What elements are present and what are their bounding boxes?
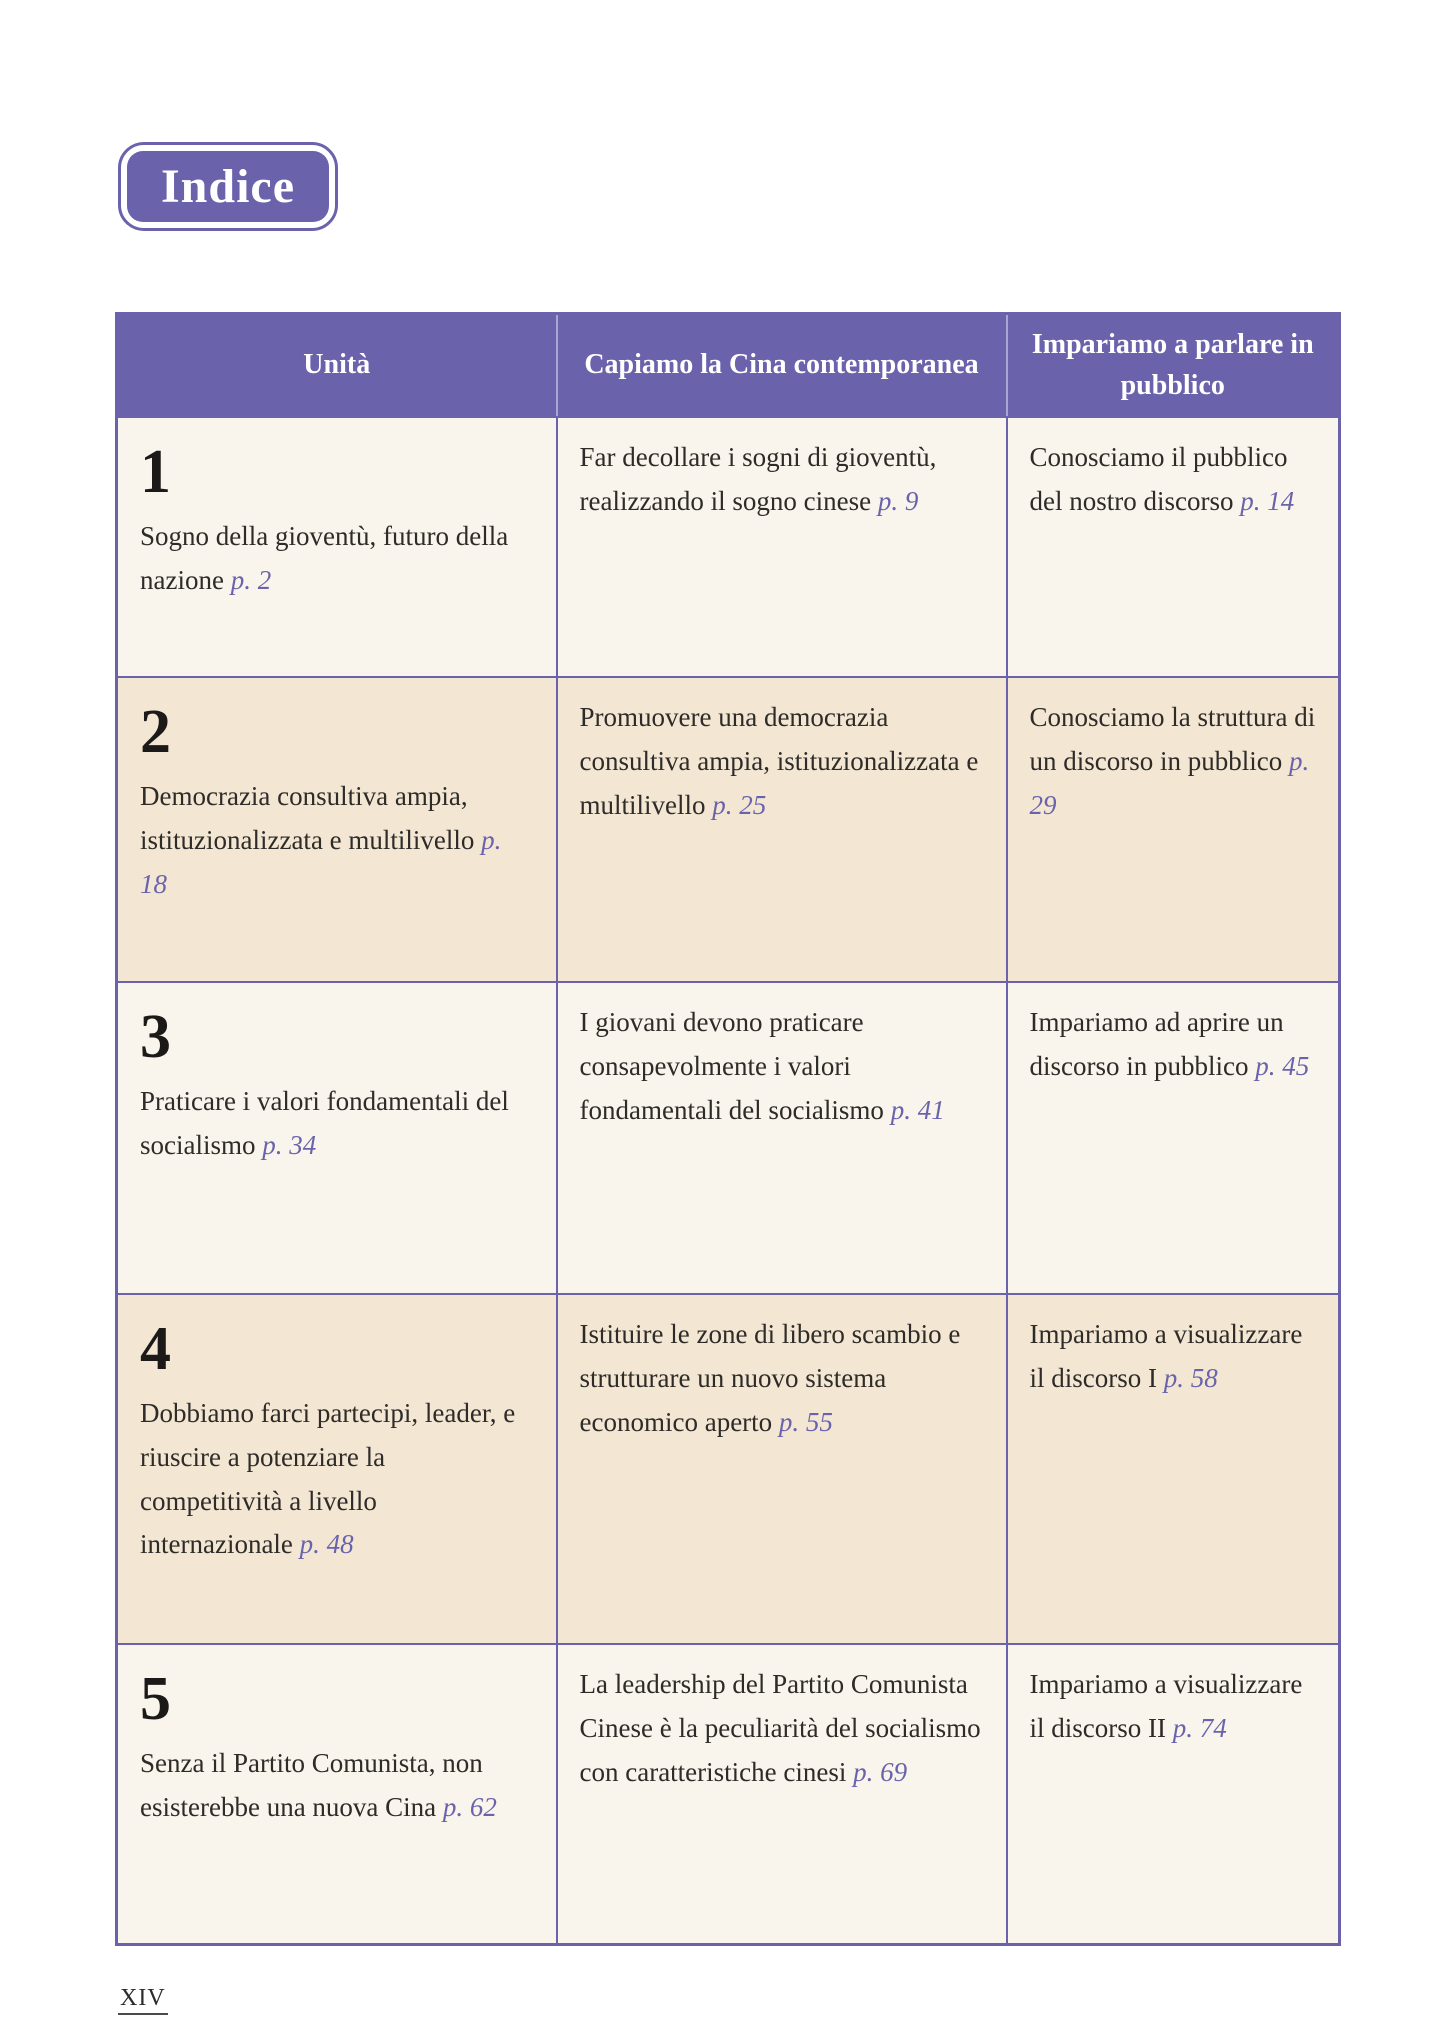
unit-number: 1 — [140, 438, 171, 507]
page-ref: p. 14 — [1240, 485, 1295, 516]
impariamo-paragraph — [1030, 1663, 1317, 1750]
unit-title: Senza il Partito Comunista, non esisterebbe una nuova Cina — [140, 1748, 483, 1823]
impariamo-paragraph — [1030, 1001, 1317, 1088]
unit-title: Praticare i valori fondamentali del socialismo — [140, 1086, 509, 1161]
page-ref: p. 69 — [853, 1756, 908, 1787]
capiamo-cell — [557, 982, 1007, 1294]
impariamo-paragraph — [1030, 696, 1317, 827]
impariamo-text: Impariamo ad aprire un discorso in pubblico — [1029, 1007, 1284, 1081]
capiamo-paragraph — [580, 696, 984, 827]
capiamo-text: La leadership del Partito Comunista Cinese è la peculiarità del socialismo con caratteristiche cinesi — [579, 1669, 981, 1787]
unit-title-paragraph — [140, 1392, 534, 1567]
header-capiamo: Capiamo la Cina contemporanea — [557, 314, 1007, 418]
unit-title: Sogno della gioventù, futuro della nazione — [140, 521, 509, 596]
page-ref: p. 34 — [262, 1130, 317, 1161]
page-ref: p. 18 — [140, 825, 502, 899]
page-ref: p. 55 — [778, 1406, 833, 1437]
capiamo-cell — [557, 1294, 1007, 1644]
page-ref: p. 25 — [712, 789, 767, 820]
unit-number: 4 — [140, 1315, 171, 1384]
toc-table — [115, 312, 1341, 1946]
capiamo-paragraph — [580, 1001, 984, 1132]
indice-badge-inner — [127, 151, 329, 222]
header-unita: Unità — [117, 314, 557, 418]
unit-title-paragraph — [140, 1742, 534, 1829]
unit-title-paragraph — [140, 515, 534, 602]
page-ref: p. 29 — [1029, 745, 1310, 820]
impariamo-cell — [1007, 677, 1340, 982]
impariamo-paragraph — [1030, 436, 1317, 523]
header-impariamo: Impariamo a parlare in pubblico — [1007, 314, 1340, 418]
impariamo-cell — [1007, 1294, 1340, 1644]
table-row — [117, 1294, 1340, 1644]
capiamo-text: Promuovere una democrazia consultiva ampia, istituzionalizzata e multilivello — [579, 702, 979, 820]
page-ref: p. 62 — [442, 1792, 497, 1823]
table-row — [117, 1644, 1340, 1944]
impariamo-cell — [1007, 982, 1340, 1294]
unit-number: 5 — [140, 1665, 171, 1734]
capiamo-paragraph — [580, 436, 984, 523]
impariamo-cell — [1007, 417, 1340, 677]
unit-cell — [117, 417, 557, 677]
unit-cell — [117, 677, 557, 982]
capiamo-text: Istituire le zone di libero scambio e strutturare un nuovo sistema economico aperto — [579, 1319, 961, 1437]
page-ref: p. 58 — [1163, 1362, 1218, 1393]
page-ref: p. 48 — [299, 1529, 354, 1560]
page-ref: p. 41 — [890, 1094, 945, 1125]
indice-badge — [118, 142, 338, 231]
page-ref: p. 45 — [1255, 1050, 1310, 1081]
impariamo-text: Conosciamo il pubblico del nostro discorso — [1029, 442, 1288, 516]
unit-title-paragraph — [140, 775, 534, 906]
table-row — [117, 417, 1340, 677]
capiamo-text: Far decollare i sogni di gioventù, realizzando il sogno cinese — [579, 442, 937, 516]
page-ref: p. 9 — [877, 485, 919, 516]
capiamo-cell — [557, 417, 1007, 677]
capiamo-text: I giovani devono praticare consapevolmente i valori fondamentali del socialismo — [579, 1007, 884, 1125]
impariamo-text: Impariamo a visualizzare il discorso I — [1029, 1319, 1303, 1393]
impariamo-paragraph — [1030, 1313, 1317, 1400]
unit-cell — [117, 1644, 557, 1944]
folio-page-number: XIV — [118, 1985, 168, 2015]
header-row — [117, 314, 1340, 418]
unit-cell — [117, 982, 557, 1294]
unit-title: Dobbiamo farci partecipi, leader, e riuscire a potenziare la competitività a livello internazionale — [140, 1398, 516, 1560]
unit-title-paragraph — [140, 1080, 534, 1167]
table-row — [117, 677, 1340, 982]
unit-number: 3 — [140, 1003, 171, 1072]
page-ref: p. 74 — [1172, 1712, 1227, 1743]
capiamo-cell — [557, 677, 1007, 982]
page-ref: p. 2 — [230, 565, 272, 596]
unit-title: Democrazia consultiva ampia, istituzionalizzata e multilivello — [140, 781, 475, 856]
capiamo-paragraph — [580, 1313, 984, 1444]
unit-cell — [117, 1294, 557, 1644]
table-row — [117, 982, 1340, 1294]
impariamo-text: Conosciamo la struttura di un discorso in pubblico — [1029, 702, 1316, 776]
page-title: Indice — [161, 160, 296, 213]
unit-number: 2 — [140, 698, 171, 767]
impariamo-text: Impariamo a visualizzare il discorso II — [1029, 1669, 1303, 1743]
capiamo-paragraph — [580, 1663, 984, 1794]
capiamo-cell — [557, 1644, 1007, 1944]
impariamo-cell — [1007, 1644, 1340, 1944]
